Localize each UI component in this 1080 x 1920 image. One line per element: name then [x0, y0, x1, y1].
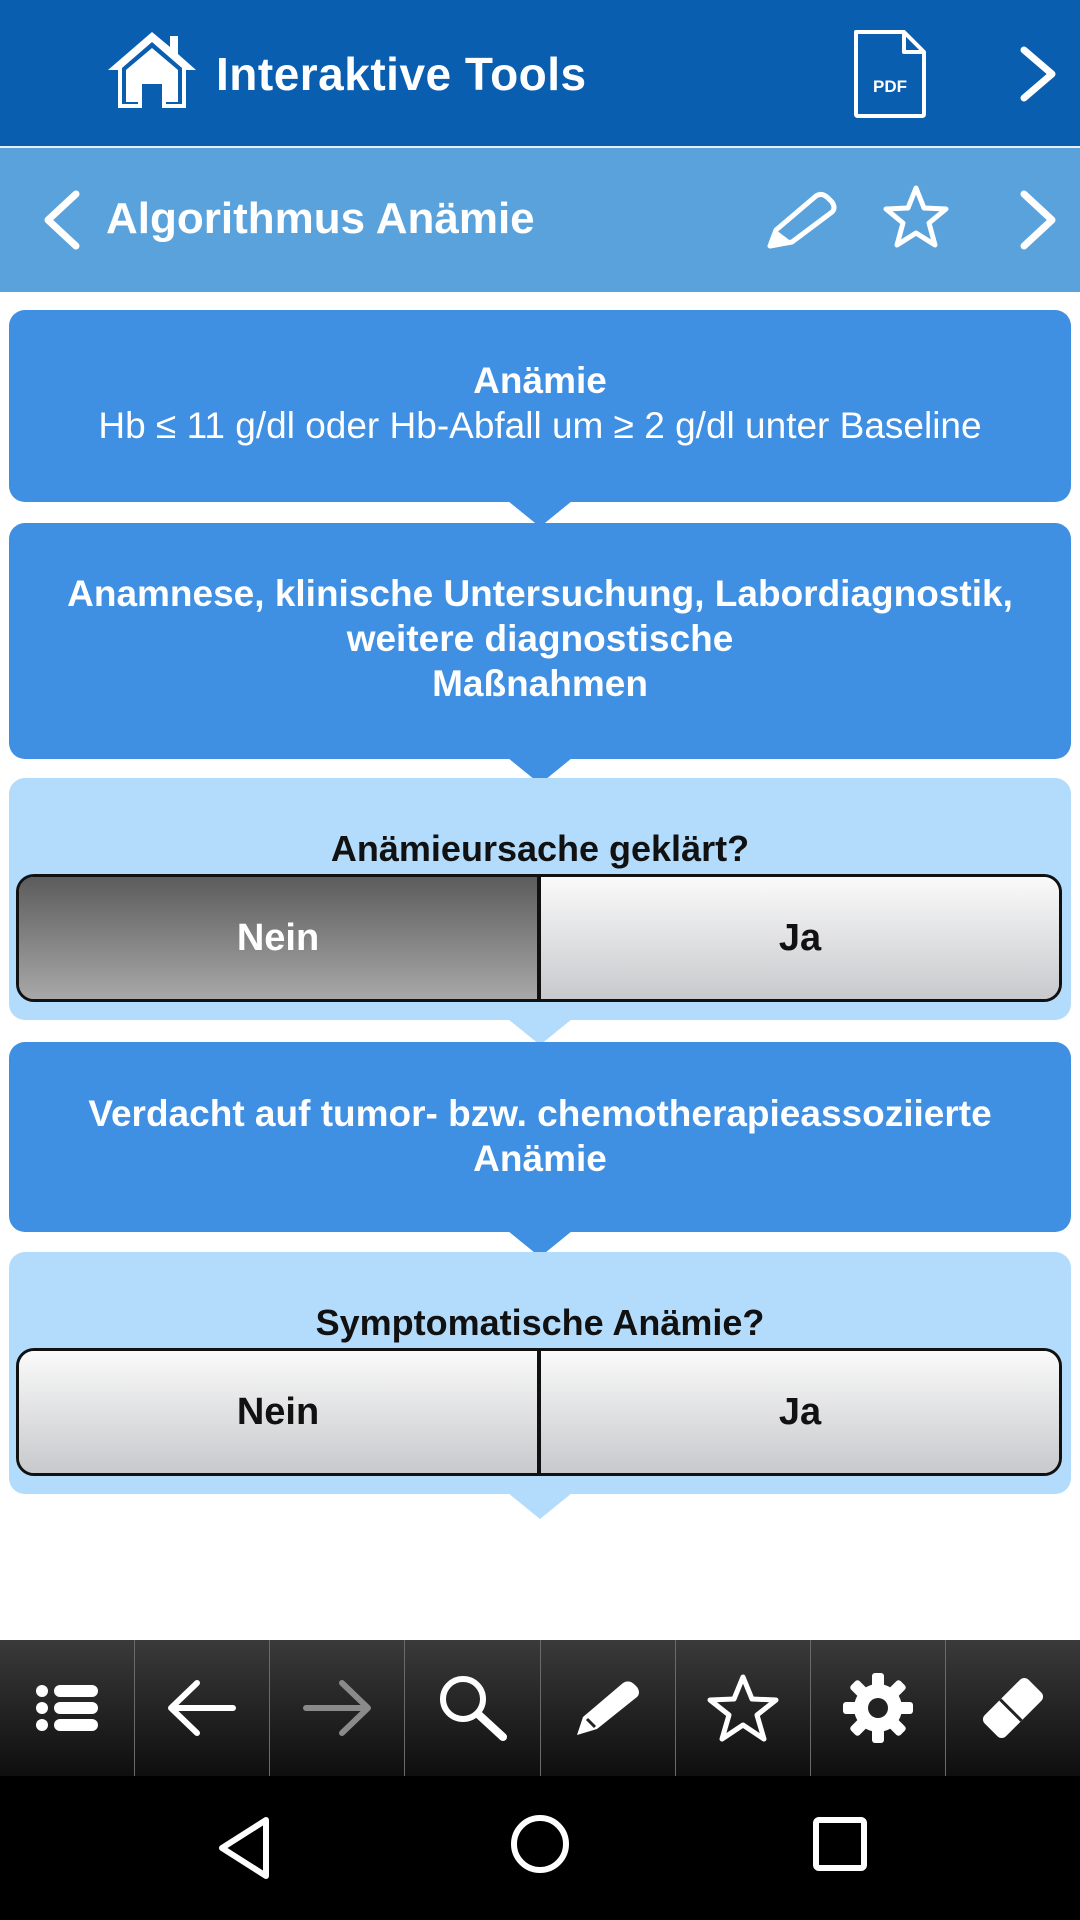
page-title: Algorithmus Anämie — [106, 194, 535, 243]
nav-recent-apps-icon[interactable] — [812, 1816, 868, 1872]
answer-toggle — [16, 874, 1062, 1002]
pdf-label: PDF — [873, 77, 907, 96]
bottom-toolbar — [0, 1640, 1080, 1776]
pdf-icon[interactable] — [852, 28, 928, 120]
flow-question-symptomatic — [9, 1252, 1071, 1494]
nav-back-icon[interactable] — [210, 1812, 282, 1884]
back-button[interactable] — [135, 1640, 270, 1776]
flow-box-suspicion — [9, 1042, 1071, 1232]
pencil-icon — [569, 1669, 647, 1747]
eraser-icon — [974, 1669, 1052, 1747]
search-button[interactable] — [405, 1640, 540, 1776]
sub-header — [0, 148, 1080, 292]
list-icon — [28, 1669, 106, 1747]
app-header — [0, 0, 1080, 148]
box-line: Verdacht auf tumor- bzw. chemotherapieassoziierte — [88, 1093, 992, 1134]
answer-toggle — [16, 1348, 1062, 1476]
header-title: Interaktive Tools — [216, 48, 587, 100]
question-label: Anämieursache geklärt? — [330, 828, 750, 869]
chevron-left-icon[interactable] — [40, 188, 84, 252]
flow-question-cause — [9, 778, 1071, 1020]
box-line: Anämie — [473, 1138, 607, 1179]
star-icon[interactable] — [882, 184, 950, 250]
settings-button[interactable] — [811, 1640, 946, 1776]
flow-arrow — [508, 1493, 572, 1519]
arrow-left-icon — [163, 1669, 241, 1747]
nav-home-icon[interactable] — [508, 1812, 572, 1876]
yes-button[interactable]: Ja — [541, 877, 1059, 999]
gear-icon — [839, 1669, 917, 1747]
search-icon — [433, 1669, 511, 1747]
no-button[interactable]: Nein — [19, 1351, 541, 1473]
box-title: Anämie — [473, 360, 607, 401]
notes-button[interactable] — [541, 1640, 676, 1776]
no-button[interactable]: Nein — [19, 877, 541, 999]
forward-button[interactable] — [270, 1640, 405, 1776]
menu-button[interactable] — [0, 1640, 135, 1776]
chevron-right-icon[interactable] — [1016, 44, 1060, 104]
favorites-button[interactable] — [676, 1640, 811, 1776]
box-subtitle: Hb ≤ 11 g/dl oder Hb-Abfall um ≥ 2 g/dl unter Baseline — [98, 405, 982, 446]
flow-box-diagnostics — [9, 523, 1071, 759]
arrow-right-icon — [298, 1669, 376, 1747]
flow-box-anaemia — [9, 310, 1071, 502]
box-line: Anamnese, klinische Untersuchung, Labordiagnostik, — [67, 573, 1013, 614]
star-icon — [704, 1669, 782, 1747]
pencil-icon[interactable] — [766, 190, 838, 250]
home-icon[interactable] — [104, 28, 200, 112]
question-label: Symptomatische Anämie? — [315, 1302, 765, 1343]
system-nav-bar — [0, 1776, 1080, 1920]
chevron-right-icon[interactable] — [1016, 188, 1060, 252]
yes-button[interactable]: Ja — [541, 1351, 1059, 1473]
box-line: weitere diagnostische — [346, 618, 734, 659]
box-line: Maßnahmen — [432, 663, 648, 704]
eraser-button[interactable] — [946, 1640, 1080, 1776]
